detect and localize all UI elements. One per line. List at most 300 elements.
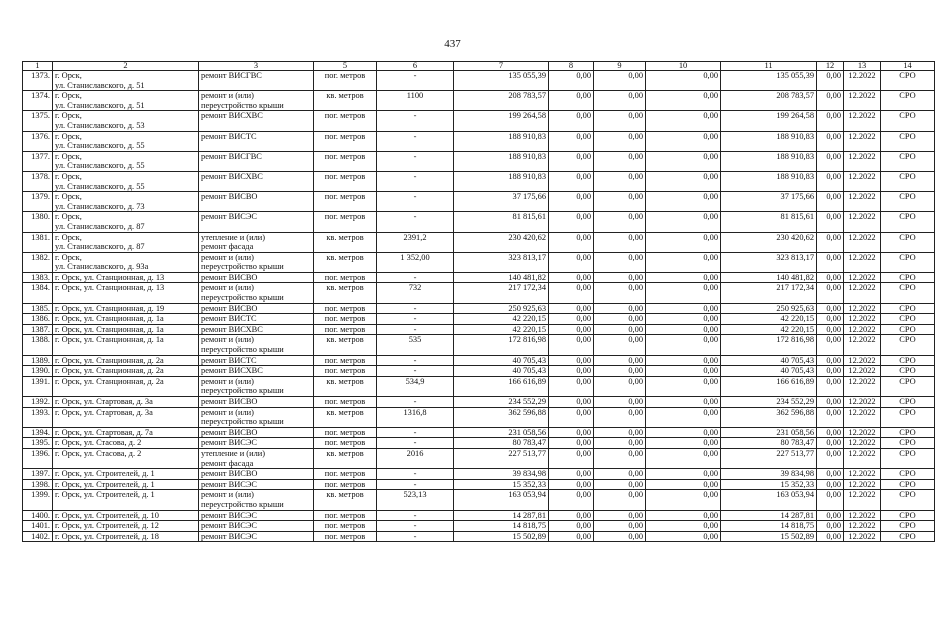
- unit-cell: кв. метров: [314, 335, 377, 355]
- funding-cell: 0,00: [646, 335, 721, 355]
- table-row: [23, 151, 935, 171]
- work-type-cell: [199, 314, 314, 325]
- work-type-cell-line: переустройство крыши: [201, 345, 284, 355]
- row-number-cell: 1377.: [23, 151, 53, 171]
- completion-date-cell: 12.2022: [844, 479, 881, 490]
- volume-cell: -: [377, 151, 454, 171]
- work-type-cell-line: ремонт ВИСЭС: [201, 531, 257, 541]
- completion-date-cell: 12.2022: [844, 324, 881, 335]
- address-cell: [53, 303, 199, 314]
- completion-date-cell: 12.2022: [844, 171, 881, 191]
- funding-cell: 37 175,66: [721, 192, 817, 212]
- unit-cell: пог. метров: [314, 71, 377, 91]
- address-cell: [53, 448, 199, 468]
- funding-source-cell: СРО: [881, 448, 935, 468]
- funding-cell: 40 705,43: [721, 355, 817, 366]
- funding-cell: 0,00: [549, 283, 594, 303]
- page-number: 437: [444, 38, 461, 50]
- total-cost-cell: 208 783,57: [454, 91, 549, 111]
- funding-cell: 0,00: [549, 438, 594, 449]
- work-type-cell-line: ремонт и (или): [201, 252, 254, 262]
- row-number-cell: 1389.: [23, 355, 53, 366]
- completion-date-cell: 12.2022: [844, 531, 881, 542]
- table-row: [23, 252, 935, 272]
- volume-cell: -: [377, 303, 454, 314]
- volume-cell: 2391,2: [377, 232, 454, 252]
- funding-source-cell: СРО: [881, 303, 935, 314]
- funding-cell: 208 783,57: [721, 91, 817, 111]
- work-type-cell: [199, 151, 314, 171]
- completion-date-cell: 12.2022: [844, 469, 881, 480]
- unit-cell: пог. метров: [314, 366, 377, 377]
- address-cell: [53, 355, 199, 366]
- unit-cell: пог. метров: [314, 521, 377, 532]
- funding-cell: 0,00: [646, 111, 721, 131]
- column-number-header: 14: [881, 62, 935, 71]
- funding-cell: 0,00: [594, 335, 646, 355]
- funding-cell: 0,00: [594, 490, 646, 510]
- work-type-cell-line: ремонт ВИСЭС: [201, 438, 257, 448]
- funding-cell: 0,00: [646, 355, 721, 366]
- funding-cell: 0,00: [549, 151, 594, 171]
- funding-cell: 0,00: [646, 427, 721, 438]
- funding-cell: 0,00: [549, 355, 594, 366]
- funding-cell: 0,00: [817, 212, 844, 232]
- column-number-header: 5: [314, 62, 377, 71]
- total-cost-cell: 323 813,17: [454, 252, 549, 272]
- work-type-cell: [199, 521, 314, 532]
- address-cell-line: г. Орск,: [55, 212, 82, 222]
- funding-source-cell: СРО: [881, 521, 935, 532]
- address-cell-line: ул. Станиславского, д. 87: [55, 221, 145, 231]
- table-row: [23, 427, 935, 438]
- address-cell: [53, 521, 199, 532]
- address-cell-line: г. Орск, ул. Станционная, д. 2а: [55, 366, 164, 376]
- funding-cell: 0,00: [549, 171, 594, 191]
- volume-cell: -: [377, 427, 454, 438]
- funding-cell: 0,00: [549, 71, 594, 91]
- work-type-cell-line: ремонт фасада: [201, 242, 254, 252]
- funding-cell: 323 813,17: [721, 252, 817, 272]
- unit-cell: пог. метров: [314, 303, 377, 314]
- funding-cell: 0,00: [549, 490, 594, 510]
- work-type-cell-line: ремонт ВИСВО: [201, 192, 258, 202]
- address-cell: [53, 151, 199, 171]
- volume-cell: 1316,8: [377, 407, 454, 427]
- funding-cell: 199 264,58: [721, 111, 817, 131]
- row-number-cell: 1401.: [23, 521, 53, 532]
- funding-source-cell: СРО: [881, 479, 935, 490]
- completion-date-cell: 12.2022: [844, 212, 881, 232]
- table-row: [23, 335, 935, 355]
- volume-cell: 732: [377, 283, 454, 303]
- address-cell: [53, 490, 199, 510]
- row-number-cell: 1376.: [23, 131, 53, 151]
- unit-cell: пог. метров: [314, 212, 377, 232]
- funding-cell: 0,00: [594, 303, 646, 314]
- funding-cell: 0,00: [817, 314, 844, 325]
- funding-cell: 0,00: [594, 324, 646, 335]
- funding-cell: 163 053,94: [721, 490, 817, 510]
- funding-cell: 0,00: [817, 192, 844, 212]
- funding-cell: 0,00: [594, 91, 646, 111]
- address-cell-line: г. Орск, ул. Стартовая, д. 3а: [55, 407, 153, 417]
- total-cost-cell: 163 053,94: [454, 490, 549, 510]
- funding-cell: 0,00: [549, 314, 594, 325]
- address-cell: [53, 71, 199, 91]
- work-type-cell-line: ремонт и (или): [201, 283, 254, 293]
- address-cell-line: г. Орск,: [55, 91, 82, 101]
- work-type-cell-line: ремонт ВИСВО: [201, 272, 258, 282]
- completion-date-cell: 12.2022: [844, 448, 881, 468]
- completion-date-cell: 12.2022: [844, 283, 881, 303]
- unit-cell: пог. метров: [314, 314, 377, 325]
- work-type-cell: [199, 232, 314, 252]
- address-cell-line: ул. Станиславского, д. 51: [55, 80, 145, 90]
- funding-cell: 14 818,75: [721, 521, 817, 532]
- funding-cell: 0,00: [549, 366, 594, 377]
- funding-cell: 140 481,82: [721, 272, 817, 283]
- funding-cell: 0,00: [817, 283, 844, 303]
- funding-cell: 0,00: [646, 407, 721, 427]
- unit-cell: пог. метров: [314, 131, 377, 151]
- total-cost-cell: 14 287,81: [454, 510, 549, 521]
- funding-cell: 0,00: [549, 531, 594, 542]
- row-number-cell: 1393.: [23, 407, 53, 427]
- table-row: [23, 111, 935, 131]
- row-number-cell: 1373.: [23, 71, 53, 91]
- work-type-cell-line: переустройство крыши: [201, 417, 284, 427]
- funding-cell: 0,00: [646, 283, 721, 303]
- funding-cell: 0,00: [594, 232, 646, 252]
- funding-cell: 227 513,77: [721, 448, 817, 468]
- completion-date-cell: 12.2022: [844, 272, 881, 283]
- completion-date-cell: 12.2022: [844, 192, 881, 212]
- completion-date-cell: 12.2022: [844, 314, 881, 325]
- column-number-header: 8: [549, 62, 594, 71]
- row-number-cell: 1375.: [23, 111, 53, 131]
- work-type-cell-line: ремонт ВИСТС: [201, 314, 257, 324]
- completion-date-cell: 12.2022: [844, 521, 881, 532]
- funding-cell: 0,00: [549, 479, 594, 490]
- funding-source-cell: СРО: [881, 283, 935, 303]
- funding-cell: 0,00: [646, 531, 721, 542]
- funding-cell: 188 910,83: [721, 171, 817, 191]
- work-type-cell: [199, 355, 314, 366]
- volume-cell: -: [377, 324, 454, 335]
- work-type-cell-line: переустройство крыши: [201, 262, 284, 272]
- completion-date-cell: 12.2022: [844, 355, 881, 366]
- row-number-cell: 1399.: [23, 490, 53, 510]
- address-cell-line: г. Орск,: [55, 192, 82, 202]
- funding-source-cell: СРО: [881, 397, 935, 408]
- row-number-cell: 1379.: [23, 192, 53, 212]
- funding-cell: 0,00: [549, 469, 594, 480]
- work-type-cell-line: ремонт ВИСХВС: [201, 366, 263, 376]
- address-cell: [53, 314, 199, 325]
- work-type-cell: [199, 531, 314, 542]
- total-cost-cell: 172 816,98: [454, 335, 549, 355]
- completion-date-cell: 12.2022: [844, 131, 881, 151]
- volume-cell: 535: [377, 335, 454, 355]
- funding-cell: 42 220,15: [721, 324, 817, 335]
- table-row: [23, 531, 935, 542]
- unit-cell: кв. метров: [314, 490, 377, 510]
- completion-date-cell: 12.2022: [844, 490, 881, 510]
- funding-cell: 15 502,89: [721, 531, 817, 542]
- column-number-header: 13: [844, 62, 881, 71]
- row-number-cell: 1396.: [23, 448, 53, 468]
- row-number-cell: 1397.: [23, 469, 53, 480]
- work-type-cell-line: переустройство крыши: [201, 499, 284, 509]
- volume-cell: 2016: [377, 448, 454, 468]
- volume-cell: -: [377, 438, 454, 449]
- unit-cell: пог. метров: [314, 272, 377, 283]
- table-row: [23, 232, 935, 252]
- funding-cell: 0,00: [549, 407, 594, 427]
- volume-cell: -: [377, 71, 454, 91]
- funding-cell: 0,00: [549, 448, 594, 468]
- funding-cell: 0,00: [817, 366, 844, 377]
- completion-date-cell: 12.2022: [844, 366, 881, 377]
- address-cell-line: г. Орск,: [55, 71, 82, 80]
- funding-cell: 0,00: [817, 510, 844, 521]
- funding-source-cell: СРО: [881, 510, 935, 521]
- volume-cell: -: [377, 314, 454, 325]
- funding-cell: 0,00: [817, 151, 844, 171]
- completion-date-cell: 12.2022: [844, 232, 881, 252]
- total-cost-cell: 217 172,34: [454, 283, 549, 303]
- table-row: [23, 355, 935, 366]
- work-type-cell-line: ремонт ВИСТС: [201, 355, 257, 365]
- row-number-cell: 1386.: [23, 314, 53, 325]
- address-cell: [53, 171, 199, 191]
- funding-cell: 0,00: [594, 448, 646, 468]
- total-cost-cell: 15 502,89: [454, 531, 549, 542]
- work-type-cell-line: ремонт ВИСВО: [201, 427, 258, 437]
- address-cell: [53, 192, 199, 212]
- address-cell-line: г. Орск,: [55, 252, 82, 262]
- table-row: [23, 71, 935, 91]
- work-type-cell: [199, 71, 314, 91]
- row-number-cell: 1381.: [23, 232, 53, 252]
- work-type-cell-line: утепление и (или): [201, 448, 266, 458]
- funding-cell: 0,00: [646, 303, 721, 314]
- column-number-header: 12: [817, 62, 844, 71]
- row-number-cell: 1391.: [23, 376, 53, 396]
- funding-cell: 0,00: [817, 479, 844, 490]
- funding-cell: 234 552,29: [721, 397, 817, 408]
- total-cost-cell: 199 264,58: [454, 111, 549, 131]
- unit-cell: пог. метров: [314, 151, 377, 171]
- work-type-cell: [199, 397, 314, 408]
- funding-cell: 0,00: [646, 448, 721, 468]
- funding-cell: 0,00: [646, 438, 721, 449]
- column-number-header: 6: [377, 62, 454, 71]
- work-type-cell-line: ремонт и (или): [201, 91, 254, 101]
- unit-cell: пог. метров: [314, 510, 377, 521]
- work-type-cell-line: переустройство крыши: [201, 100, 284, 110]
- funding-cell: 0,00: [549, 324, 594, 335]
- address-cell-line: г. Орск, ул. Станционная, д. 2а: [55, 355, 164, 365]
- funding-source-cell: СРО: [881, 335, 935, 355]
- total-cost-cell: 81 815,61: [454, 212, 549, 232]
- table-row: [23, 521, 935, 532]
- work-type-cell-line: ремонт ВИСЭС: [201, 212, 257, 222]
- completion-date-cell: 12.2022: [844, 303, 881, 314]
- total-cost-cell: 231 058,56: [454, 427, 549, 438]
- funding-source-cell: СРО: [881, 232, 935, 252]
- funding-cell: 0,00: [646, 151, 721, 171]
- address-cell: [53, 111, 199, 131]
- unit-cell: кв. метров: [314, 252, 377, 272]
- funding-cell: 0,00: [646, 212, 721, 232]
- address-cell: [53, 91, 199, 111]
- row-number-cell: 1380.: [23, 212, 53, 232]
- address-cell-line: г. Орск, ул. Станционная, д. 1а: [55, 324, 164, 334]
- table-row: [23, 376, 935, 396]
- funding-cell: 0,00: [549, 91, 594, 111]
- table-row: [23, 366, 935, 377]
- work-type-cell: [199, 91, 314, 111]
- funding-cell: 230 420,62: [721, 232, 817, 252]
- funding-cell: 0,00: [646, 490, 721, 510]
- completion-date-cell: 12.2022: [844, 335, 881, 355]
- funding-cell: 0,00: [817, 91, 844, 111]
- funding-cell: 0,00: [817, 171, 844, 191]
- column-number-header: 11: [721, 62, 817, 71]
- volume-cell: -: [377, 469, 454, 480]
- address-cell: [53, 376, 199, 396]
- total-cost-cell: 188 910,83: [454, 171, 549, 191]
- work-type-cell-line: ремонт ВИСГВС: [201, 71, 262, 80]
- table-row: [23, 324, 935, 335]
- funding-cell: 0,00: [646, 91, 721, 111]
- work-type-cell-line: ремонт ВИСВО: [201, 397, 258, 406]
- completion-date-cell: 12.2022: [844, 91, 881, 111]
- funding-cell: 0,00: [646, 314, 721, 325]
- total-cost-cell: 14 818,75: [454, 521, 549, 532]
- volume-cell: -: [377, 366, 454, 377]
- row-number-cell: 1382.: [23, 252, 53, 272]
- funding-cell: 0,00: [594, 376, 646, 396]
- address-cell-line: ул. Станиславского, д. 51: [55, 100, 145, 110]
- funding-cell: 0,00: [817, 490, 844, 510]
- address-cell-line: г. Орск, ул. Строителей, д. 1: [55, 490, 155, 500]
- address-cell: [53, 324, 199, 335]
- funding-cell: 14 287,81: [721, 510, 817, 521]
- address-cell-line: г. Орск, ул. Станционная, д. 19: [55, 303, 165, 313]
- address-cell-line: г. Орск, ул. Стартовая, д. 7а: [55, 427, 153, 437]
- total-cost-cell: 42 220,15: [454, 314, 549, 325]
- total-cost-cell: 80 783,47: [454, 438, 549, 449]
- row-number-cell: 1398.: [23, 479, 53, 490]
- unit-cell: пог. метров: [314, 111, 377, 131]
- work-type-cell: [199, 469, 314, 480]
- funding-cell: 80 783,47: [721, 438, 817, 449]
- volume-cell: -: [377, 212, 454, 232]
- address-cell: [53, 510, 199, 521]
- address-cell-line: г. Орск, ул. Станционная, д. 2а: [55, 376, 164, 386]
- funding-cell: 0,00: [594, 171, 646, 191]
- funding-cell: 0,00: [817, 521, 844, 532]
- work-type-cell: [199, 335, 314, 355]
- work-type-cell-line: ремонт и (или): [201, 490, 254, 500]
- completion-date-cell: 12.2022: [844, 376, 881, 396]
- work-type-cell: [199, 131, 314, 151]
- address-cell-line: г. Орск, ул. Станционная, д. 1а: [55, 314, 164, 324]
- funding-cell: 0,00: [549, 335, 594, 355]
- work-type-cell-line: ремонт ВИСЭС: [201, 479, 257, 489]
- table-row: [23, 314, 935, 325]
- row-number-cell: 1402.: [23, 531, 53, 542]
- work-type-cell: [199, 212, 314, 232]
- funding-cell: 0,00: [594, 252, 646, 272]
- funding-cell: 0,00: [594, 212, 646, 232]
- funding-cell: 0,00: [594, 427, 646, 438]
- volume-cell: -: [377, 531, 454, 542]
- address-cell-line: ул. Станиславского, д. 93а: [55, 262, 149, 272]
- total-cost-cell: 42 220,15: [454, 324, 549, 335]
- unit-cell: пог. метров: [314, 171, 377, 191]
- funding-cell: 0,00: [817, 469, 844, 480]
- column-number-header: 2: [53, 62, 199, 71]
- funding-cell: 0,00: [549, 376, 594, 396]
- funding-cell: 0,00: [594, 407, 646, 427]
- total-cost-cell: 230 420,62: [454, 232, 549, 252]
- funding-cell: 0,00: [594, 469, 646, 480]
- total-cost-cell: 40 705,43: [454, 366, 549, 377]
- funding-source-cell: СРО: [881, 111, 935, 131]
- address-cell: [53, 131, 199, 151]
- funding-cell: 0,00: [817, 438, 844, 449]
- funding-cell: 0,00: [549, 397, 594, 408]
- funding-cell: 0,00: [817, 427, 844, 438]
- funding-cell: 0,00: [817, 376, 844, 396]
- funding-source-cell: СРО: [881, 212, 935, 232]
- address-cell-line: г. Орск, ул. Строителей, д. 12: [55, 521, 159, 531]
- volume-cell: -: [377, 272, 454, 283]
- funding-cell: 0,00: [594, 314, 646, 325]
- total-cost-cell: 250 925,63: [454, 303, 549, 314]
- funding-cell: 0,00: [817, 303, 844, 314]
- funding-cell: 0,00: [817, 397, 844, 408]
- work-type-cell: [199, 272, 314, 283]
- funding-source-cell: СРО: [881, 366, 935, 377]
- address-cell: [53, 397, 199, 408]
- volume-cell: 1100: [377, 91, 454, 111]
- funding-cell: 0,00: [594, 151, 646, 171]
- unit-cell: пог. метров: [314, 324, 377, 335]
- column-number-header: 1: [23, 62, 53, 71]
- work-type-cell: [199, 490, 314, 510]
- funding-cell: 0,00: [646, 171, 721, 191]
- column-number-header: 10: [646, 62, 721, 71]
- unit-cell: кв. метров: [314, 376, 377, 396]
- funding-source-cell: СРО: [881, 252, 935, 272]
- work-type-cell-line: ремонт и (или): [201, 335, 254, 345]
- row-number-cell: 1394.: [23, 427, 53, 438]
- funding-cell: 0,00: [646, 131, 721, 151]
- funding-source-cell: СРО: [881, 490, 935, 510]
- unit-cell: кв. метров: [314, 448, 377, 468]
- address-cell-line: ул. Станиславского, д. 87: [55, 242, 145, 252]
- funding-cell: 0,00: [549, 192, 594, 212]
- funding-cell: 0,00: [817, 111, 844, 131]
- volume-cell: -: [377, 397, 454, 408]
- funding-source-cell: СРО: [881, 438, 935, 449]
- funding-source-cell: СРО: [881, 531, 935, 542]
